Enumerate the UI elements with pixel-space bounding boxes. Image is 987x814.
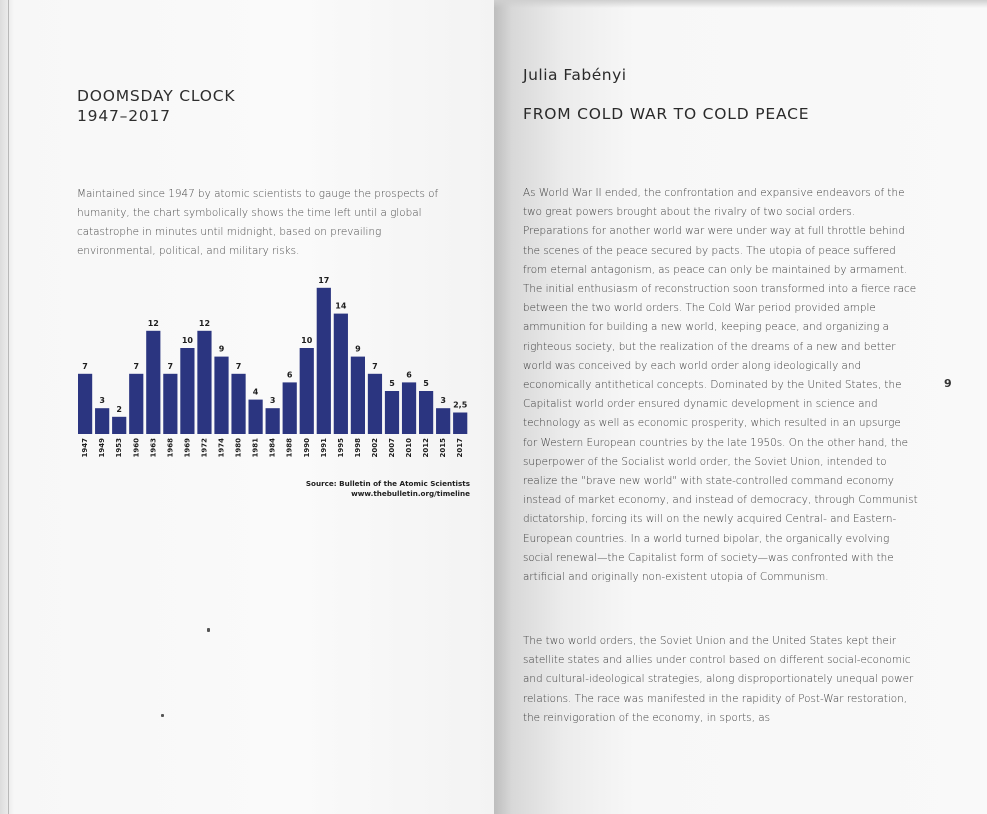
value-label-1960: 7: [133, 361, 140, 371]
bar-1947: [78, 374, 92, 434]
category-label-1972: 1972: [200, 438, 209, 458]
value-label-1981: 4: [252, 387, 259, 397]
value-label-1947: 7: [82, 361, 88, 371]
article-title: FROM COLD WAR TO COLD PEACE: [523, 105, 810, 123]
category-label-2010: 2010: [405, 438, 414, 458]
chart-section-title-line1: DOOMSDAY CLOCK: [77, 87, 236, 105]
category-label-2017: 2017: [456, 438, 465, 458]
value-label-1974: 9: [218, 344, 225, 354]
category-label-1991: 1991: [319, 438, 328, 458]
article-paragraph-2: The two world orders, the Soviet Union and the United States kept their satellite states and allies under control based on different social-economic and cultural-ideological strategies, along disproportionately unequal power relations. The race was manifested in the rapidity of Post-War restoration, the reinvigoration of the economy, in sports, as: [523, 635, 914, 724]
bar-1980: [231, 374, 245, 434]
value-label-1988: 6: [286, 370, 293, 380]
category-label-1995: 1995: [336, 438, 345, 458]
chart-intro-text: Maintained since 1947 by atomic scientists to gauge the prospects of humanity, the chart symbolically shows the time left until a global catastrophe in minutes until midnight, based on prevailing environmental, political, and military risks.: [77, 188, 439, 257]
bar-1991: [317, 288, 331, 434]
category-label-1984: 1984: [268, 438, 277, 458]
value-label-1968: 7: [167, 361, 174, 371]
category-label-1960: 1960: [132, 438, 141, 458]
category-label-1969: 1969: [183, 438, 192, 458]
category-label-2002: 2002: [370, 438, 379, 458]
bar-2010: [402, 382, 416, 434]
category-label-1981: 1981: [251, 438, 260, 458]
chart-section-title-line2: 1947–2017: [77, 107, 171, 125]
value-label-2010: 6: [406, 370, 412, 380]
value-label-2007: 5: [389, 379, 395, 388]
value-label-1972: 12: [198, 318, 211, 328]
category-label-1963: 1963: [149, 438, 158, 458]
category-label-1998: 1998: [353, 438, 362, 458]
chart-source-url: www.thebulletin.org/timeline: [351, 488, 470, 498]
page-edge-line: [8, 0, 9, 814]
category-label-2012: 2012: [422, 438, 431, 458]
bar-1988: [283, 382, 297, 434]
category-label-1947: 1947: [81, 438, 90, 458]
article-paragraph-1: As World War II ended, the confrontation and expansive endeavors of the two great powers brought about the rivalry of two social orders. Preparations for another world war were under way at full throttle behind the scenes of the peace secured by pacts. The utopia of peace suffered from eternal antagonism, as peace can only be maintained by armament. The initial enthusiasm of reconstruction soon transformed into a fierce race between the two world orders. The Cold War period provided ample ammunition for building a new world, keeping peace, and organizing a righteous society, but the realization of the dreams of a new and better world was conceived by each world order along ideologically and economically antithetical concepts. Dominated by the United States, the Capitalist world order ensured dynamic development in science and technology as well as economic prosperity, which resulted in an upsurge for Western European countries by the late 1950s. On the other hand, the superpower of the Socialist world order, the Soviet Union, intended to realize the "brave new world" with state-controlled command economy instead of market economy, and instead of democracy, through Communist dictatorship, forcing its will on the newly acquired Central- and Eastern-European countries. In a world turned bipolar, the organically evolving social renewal—the Capitalist form of society—was confronted with the artificial and originally non-existent utopia of Communism.: [523, 187, 918, 584]
value-label-1998: 9: [355, 344, 361, 354]
value-label-1949: 3: [99, 396, 105, 406]
bar-2007: [385, 391, 399, 434]
bar-1949: [95, 408, 109, 434]
category-label-1953: 1953: [115, 438, 124, 458]
bar-1969: [180, 348, 194, 434]
bar-1953: [112, 417, 126, 434]
bar-1995: [334, 314, 348, 434]
doomsday-bar-chart: [70, 262, 480, 472]
bar-2012: [419, 391, 433, 434]
value-label-1984: 3: [269, 396, 276, 406]
bar-1981: [249, 400, 263, 434]
value-label-1963: 12: [147, 318, 159, 328]
bar-2002: [368, 374, 382, 434]
bar-1963: [146, 331, 160, 434]
bar-1974: [214, 357, 228, 434]
chart-source: [300, 479, 470, 498]
category-label-2007: 2007: [388, 438, 396, 458]
category-label-1968: 1968: [166, 438, 175, 458]
bar-1998: [351, 357, 365, 434]
value-label-2002: 7: [372, 361, 378, 371]
bar-1968: [163, 374, 177, 434]
category-label-1988: 1988: [285, 438, 294, 458]
print-speck: [207, 628, 210, 632]
category-label-1949: 1949: [98, 438, 107, 458]
category-label-1980: 1980: [234, 438, 243, 458]
page-number: 9: [944, 377, 952, 390]
print-speck: [161, 714, 164, 717]
value-label-1953: 2: [116, 404, 122, 414]
chart-section-title: [77, 86, 235, 126]
article-author: Julia Fabényi: [523, 66, 627, 84]
bar-1972: [197, 331, 211, 434]
value-label-1980: 7: [235, 361, 242, 371]
value-label-2012: 5: [423, 379, 429, 388]
bar-2015: [436, 408, 450, 434]
bar-1960: [129, 374, 143, 434]
category-label-1974: 1974: [217, 438, 226, 458]
page-top-shadow: [494, 0, 987, 8]
bar-2017: [453, 413, 467, 435]
value-label-1969: 10: [181, 336, 193, 345]
value-label-2015: 3: [440, 396, 446, 406]
value-label-1995: 14: [335, 301, 347, 311]
chart-source-line1: Source: Bulletin of the Atomic Scientists: [305, 479, 470, 488]
bar-1990: [300, 348, 314, 434]
value-label-1990: 10: [301, 336, 313, 345]
bar-1984: [266, 408, 280, 434]
category-label-1990: 1990: [302, 438, 311, 458]
category-label-2015: 2015: [439, 438, 448, 458]
value-label-1991: 17: [318, 275, 330, 285]
value-label-2017: 2,5: [453, 400, 468, 410]
